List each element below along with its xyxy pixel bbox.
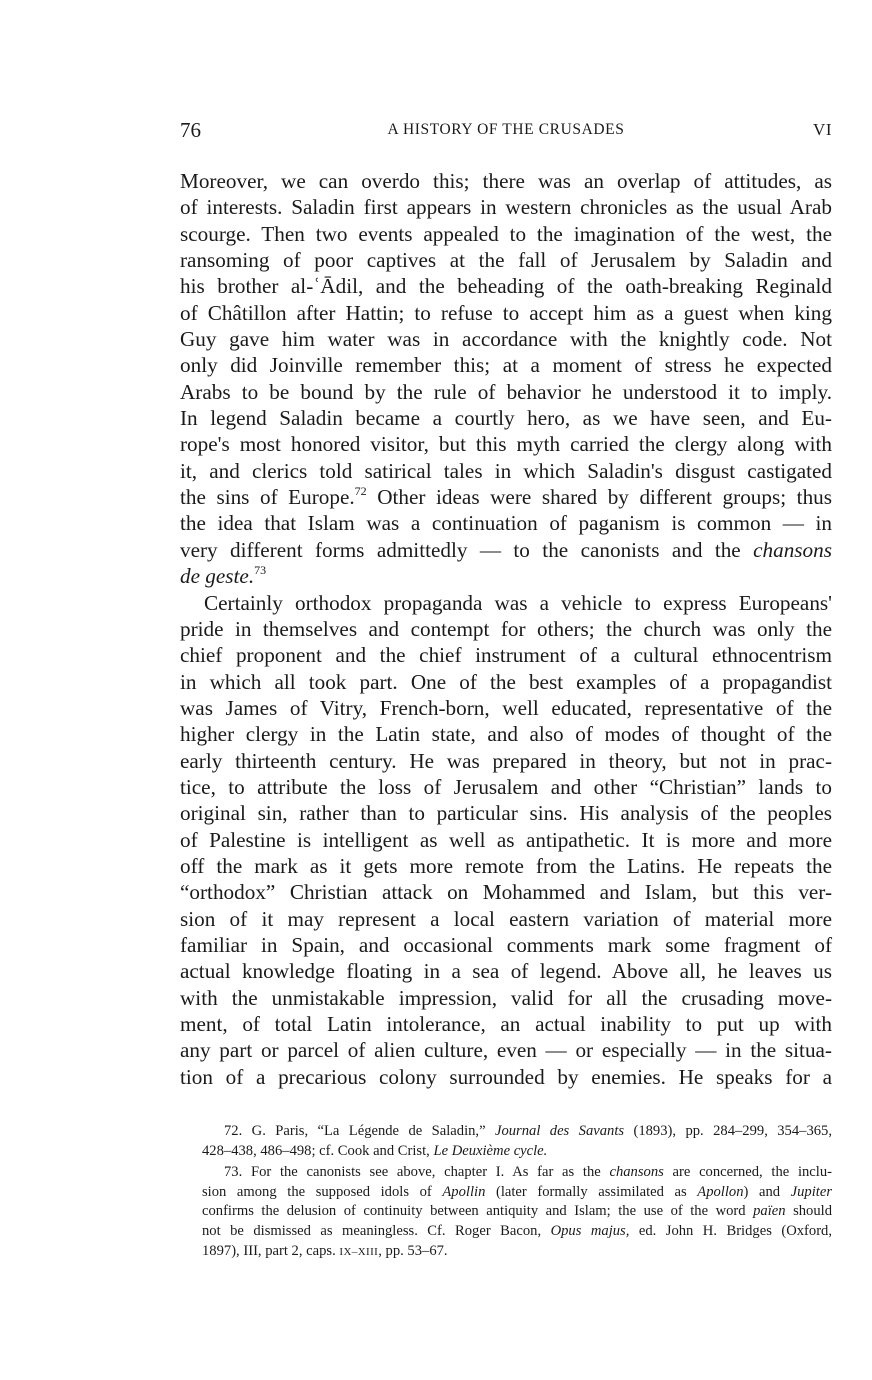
text-line: in which all took part. One of the best examples of a propagandist xyxy=(180,669,832,694)
text-line xyxy=(180,563,832,589)
text-line: higher clergy in the Latin state, and also of modes of thought of the xyxy=(180,722,832,747)
text-line: tice, to attribute the loss of Jerusalem and other “Christian” lands to xyxy=(180,774,832,799)
text-line: Arabs to be bound by the rule of behavior he understood it to imply. xyxy=(180,379,832,404)
text-line: only did Joinville remember this; at a moment of stress he expected xyxy=(180,353,832,378)
footnote-ref-72: 72 xyxy=(354,484,367,499)
footnote-line xyxy=(180,1222,832,1242)
italic-title: Opus majus, xyxy=(550,1222,630,1239)
italic-term: Apollin xyxy=(442,1183,486,1200)
text-line: was James of Vitry, French-born, well educated, representative of the xyxy=(180,695,832,720)
text-line: it, and clerics told satirical tales in which Saladin's disgust castigated xyxy=(180,458,832,483)
footnote-73 xyxy=(180,1163,832,1262)
text-line xyxy=(180,484,832,510)
footnote-line xyxy=(180,1163,832,1183)
running-header xyxy=(180,118,832,144)
text-line: Certainly orthodox propaganda was a vehicle to express Europeans' xyxy=(204,590,832,615)
text-segment: 72. G. Paris, “La Légende de Saladin,” xyxy=(224,1123,495,1139)
text-segment: 1897), III, part 2, caps. xyxy=(202,1242,340,1259)
text-line: early thirteenth century. He was prepared in theory, but not in prac- xyxy=(180,748,832,773)
main-text xyxy=(180,168,832,1090)
text-line: any part or parcel of alien culture, even — or especially — in the situa- xyxy=(180,1038,832,1063)
text-line: tion of a precarious colony surrounded by enemies. He speaks for a xyxy=(180,1064,832,1089)
footnote-line xyxy=(180,1122,832,1142)
text-line: with the unmistakable impression, valid for all the crusading move- xyxy=(180,985,832,1010)
page-number: 76 xyxy=(180,118,201,142)
text-segment: , pp. 53–67. xyxy=(378,1242,448,1259)
text-segment: should xyxy=(785,1203,832,1220)
text-line: chief proponent and the chief instrument of a cultural ethnocentrism xyxy=(180,643,832,668)
italic-term: Apollon xyxy=(697,1183,744,1200)
footnote-line xyxy=(180,1202,832,1222)
text-line: sion of it may represent a local eastern variation of material more xyxy=(180,906,832,931)
footnote-72 xyxy=(180,1122,832,1161)
text-line: scourge. Then two events appealed to the imagination of the west, the xyxy=(180,221,832,246)
text-line: rope's most honored visitor, but this myth carried the clergy along with xyxy=(180,432,832,457)
footnotes xyxy=(180,1122,832,1262)
italic-term: Jupiter xyxy=(790,1183,832,1200)
text-segment: ed. John H. Bridges (Oxford, xyxy=(629,1222,832,1239)
text-segment: sion among the supposed idols of xyxy=(202,1183,443,1200)
text-line: Moreover, we can overdo this; there was an overlap of attitudes, as xyxy=(180,169,832,193)
text-segment: very different forms admittedly — to the canonists and the xyxy=(180,537,754,562)
small-caps-numerals: IX–XIII xyxy=(339,1245,379,1258)
italic-term: chansons xyxy=(609,1164,664,1181)
text-segment: not be dismissed as meaningless. Cf. Roger Bacon, xyxy=(202,1222,551,1239)
text-line: of interests. Saladin first appears in western chronicles as the usual Arab xyxy=(180,195,832,220)
text-line: ransoming of poor captives at the fall of Jerusalem by Saladin and xyxy=(180,248,832,273)
text-line: the idea that Islam was a continuation of paganism is common — in xyxy=(180,511,832,536)
text-line: of Palestine is intelligent as well as antipathetic. It is more and more xyxy=(180,827,832,852)
footnote-ref-73: 73 xyxy=(254,563,267,578)
text-line: of Châtillon after Hattin; to refuse to accept him as a guest when king xyxy=(180,300,832,325)
text-line: Guy gave him water was in accordance with the knightly code. Not xyxy=(180,327,832,352)
italic-title: Le Deuxième cycle. xyxy=(433,1142,548,1159)
text-line: In legend Saladin became a courtly hero, as we have seen, and Eu- xyxy=(180,406,832,431)
footnote-line xyxy=(180,1183,832,1203)
text-segment: the sins of Europe. xyxy=(180,485,355,510)
italic-term: chansons xyxy=(753,537,832,562)
footnote-line xyxy=(180,1142,832,1162)
text-segment: ) and xyxy=(743,1183,791,1200)
text-line: off the mark as it gets more remote from the Latins. He repeats the xyxy=(180,853,832,878)
text-line: “orthodox” Christian attack on Mohammed and Islam, but this ver- xyxy=(180,880,832,905)
paragraph-1 xyxy=(180,168,832,590)
text-segment: 73. For the canonists see above, chapter I. As far as the xyxy=(224,1164,610,1181)
text-line: his brother al-ʿĀdil, and the beheading of the oath-breaking Reginald xyxy=(180,274,832,299)
text-segment: (1893), pp. 284–299, 354–365, xyxy=(624,1123,832,1139)
text-line: familiar in Spain, and occasional comments mark some fragment of xyxy=(180,932,832,957)
text-segment: Other ideas were shared by different groups; thus xyxy=(366,485,832,510)
text-segment: 428–438, 486–498; cf. Cook and Crist, xyxy=(202,1142,434,1159)
italic-term: païen xyxy=(753,1203,786,1220)
running-title: A HISTORY OF THE CRUSADES xyxy=(387,121,625,138)
italic-title: Journal des Savants xyxy=(494,1123,625,1139)
text-line: pride in themselves and contempt for others; the church was only the xyxy=(180,616,832,641)
paragraph-2 xyxy=(180,590,832,1091)
text-line: actual knowledge floating in a sea of legend. Above all, he leaves us xyxy=(180,959,832,984)
text-segment: are concerned, the inclu- xyxy=(663,1164,832,1181)
footnote-line xyxy=(180,1242,832,1263)
italic-term: de geste. xyxy=(180,564,255,589)
text-line xyxy=(180,537,832,563)
text-line: original sin, rather than to particular sins. His analysis of the peoples xyxy=(180,801,832,826)
text-segment: (later formally assimilated as xyxy=(485,1183,698,1200)
chapter-number: VI xyxy=(813,120,832,139)
text-line: ment, of total Latin intolerance, an actual inability to put up with xyxy=(180,1012,832,1036)
text-segment: confirms the delusion of continuity between antiquity and Islam; the use of the word xyxy=(202,1203,754,1220)
